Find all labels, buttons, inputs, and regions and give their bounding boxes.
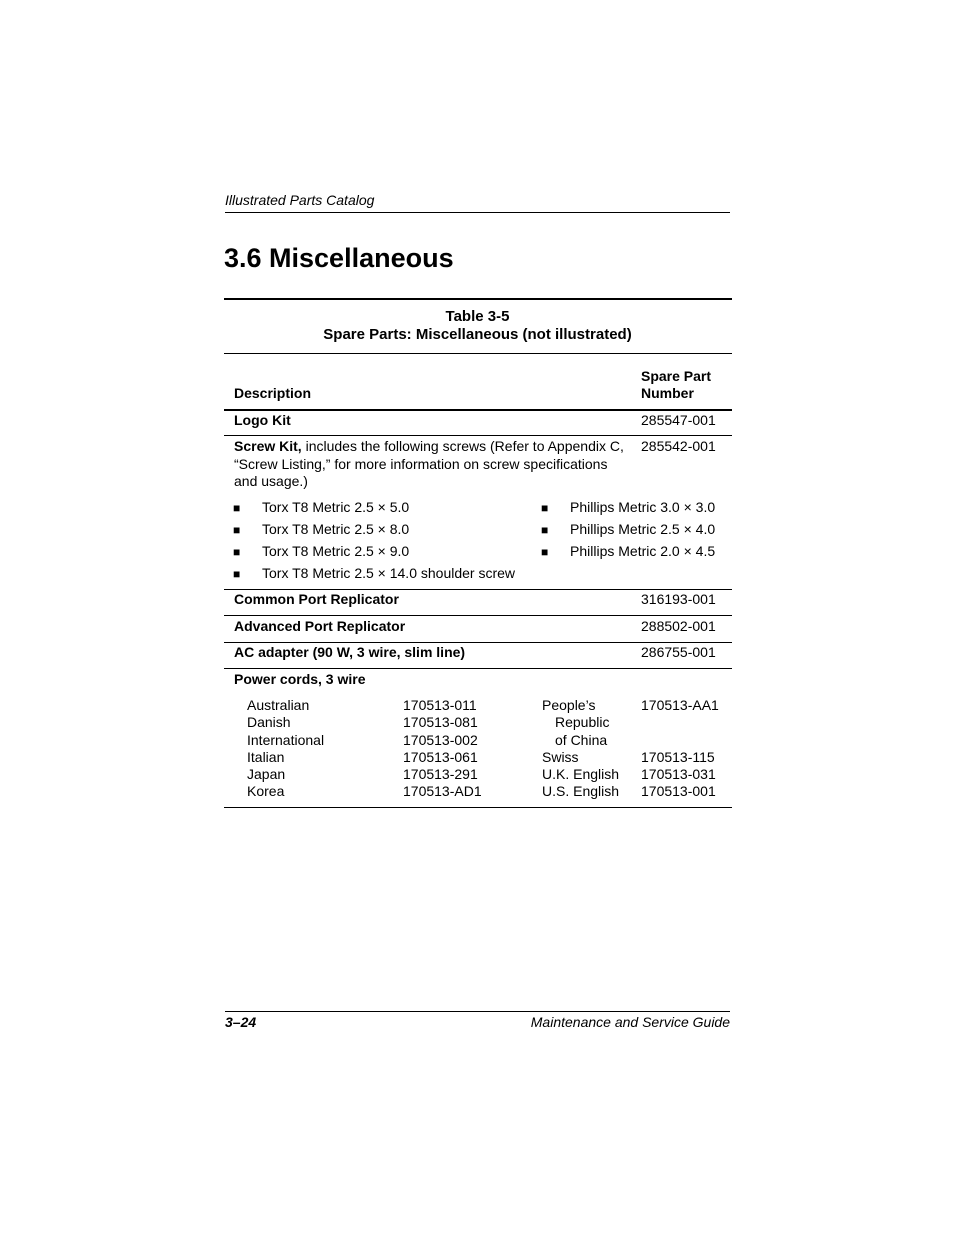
running-header: Illustrated Parts Catalog [225, 192, 375, 208]
cord-country: Japan [247, 766, 286, 782]
cord-country: Swiss [542, 749, 579, 765]
row-description: Logo Kit [234, 412, 291, 428]
cord-country: People’s [542, 697, 596, 713]
cord-part-number: 170513-081 [403, 714, 478, 730]
cord-country: Australian [247, 697, 310, 713]
row-description: Common Port Replicator [234, 591, 399, 607]
footer-title: Maintenance and Service Guide [530, 1014, 730, 1030]
row-description [234, 438, 624, 455]
list-item: Torx T8 Metric 2.5 × 8.0 [262, 521, 410, 537]
column-header-part-line1: Spare Part [641, 368, 712, 384]
column-header-description: Description [234, 385, 312, 401]
row-part-number: 288502-001 [641, 618, 716, 634]
list-item: Phillips Metric 2.5 × 4.0 [570, 521, 716, 537]
cord-part-number: 170513-031 [641, 766, 716, 782]
cord-part-number: 170513-001 [641, 783, 716, 799]
row-part-number: 285542-001 [641, 438, 716, 454]
column-header-part-line2: Number [641, 385, 694, 401]
list-item: Torx T8 Metric 2.5 × 9.0 [262, 543, 410, 559]
row-description: Advanced Port Replicator [234, 618, 406, 634]
caption-rule [224, 353, 732, 354]
cord-country: International [247, 732, 325, 748]
screw-kit-desc-line1: includes the following screws (Refer to Appendix C, [301, 438, 624, 454]
cord-country-cont: Republic [555, 714, 610, 730]
row-rule [224, 589, 732, 590]
list-item: Phillips Metric 3.0 × 3.0 [570, 499, 716, 515]
row-part-number: 285547-001 [641, 412, 716, 428]
list-bullet: ■ [541, 545, 549, 559]
list-item: Torx T8 Metric 2.5 × 14.0 shoulder screw [262, 565, 516, 581]
cord-part-number: 170513-115 [641, 749, 715, 765]
row-description: AC adapter (90 W, 3 wire, slim line) [234, 644, 466, 660]
section-title: 3.6 Miscellaneous [224, 243, 454, 273]
list-bullet: ■ [233, 545, 241, 559]
row-rule [224, 668, 732, 669]
footer-rule [225, 1011, 730, 1012]
cord-country: Korea [247, 783, 285, 799]
cord-country: U.K. English [542, 766, 620, 782]
row-part-number: 316193-001 [641, 591, 716, 607]
table-number: Table 3-5 [445, 308, 510, 325]
cord-country: Italian [247, 749, 285, 765]
cord-part-number: 170513-061 [403, 749, 478, 765]
cord-country-cont: of China [555, 732, 608, 748]
screw-kit-label: Screw Kit, [234, 438, 302, 454]
cord-part-number: 170513-AD1 [403, 783, 482, 799]
screw-kit-desc-line3: and usage.) [234, 473, 308, 489]
cord-part-number: 170513-011 [403, 697, 477, 713]
row-rule [224, 435, 732, 436]
header-rule [225, 212, 730, 213]
table-caption: Spare Parts: Miscellaneous (not illustrated) [323, 326, 632, 343]
list-bullet: ■ [233, 523, 241, 537]
row-rule [224, 615, 732, 616]
cord-country: Danish [247, 714, 291, 730]
list-bullet: ■ [233, 501, 241, 515]
screw-kit-desc-line2: “Screw Listing,” for more information on screw specifications [234, 456, 608, 472]
cord-part-number: 170513-002 [403, 732, 478, 748]
row-part-number: 286755-001 [641, 644, 716, 660]
list-bullet: ■ [541, 523, 549, 537]
header-rule-bottom [224, 409, 732, 411]
cord-part-number: 170513-AA1 [641, 697, 719, 713]
page-number: 3–24 [225, 1014, 257, 1030]
list-bullet: ■ [233, 567, 241, 581]
row-rule [224, 642, 732, 643]
table-bottom-rule [224, 807, 732, 808]
table-top-rule [224, 298, 732, 300]
cord-country: U.S. English [542, 783, 620, 799]
row-description: Power cords, 3 wire [234, 671, 366, 687]
list-item: Torx T8 Metric 2.5 × 5.0 [262, 499, 410, 515]
cord-part-number: 170513-291 [403, 766, 478, 782]
list-bullet: ■ [541, 501, 549, 515]
list-item: Phillips Metric 2.0 × 4.5 [570, 543, 716, 559]
